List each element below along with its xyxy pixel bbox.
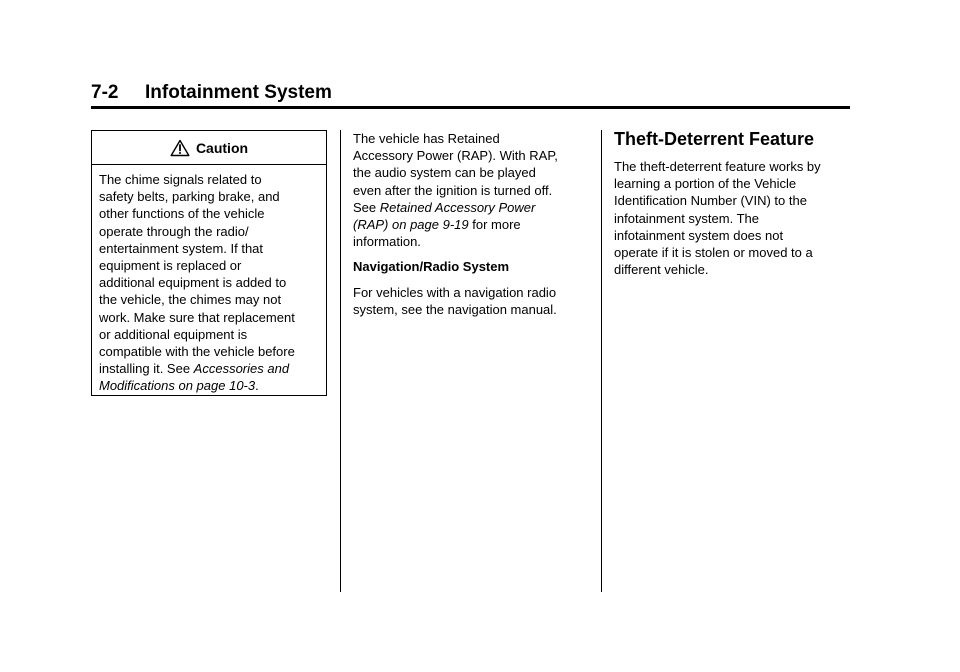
caution-line: compatible with the vehicle before bbox=[99, 344, 295, 360]
text-line: For vehicles with a navigation radio bbox=[353, 284, 557, 300]
text-line bbox=[353, 199, 589, 216]
accessories-link[interactable]: Accessories and bbox=[193, 361, 290, 377]
caution-text bbox=[92, 165, 326, 395]
see-label: See bbox=[353, 199, 380, 215]
text-line: even after the ignition is turned off. bbox=[353, 182, 553, 198]
caution-line: work. Make sure that replacement bbox=[99, 309, 295, 325]
caution-title: Caution bbox=[195, 139, 249, 156]
rap-link[interactable]: Retained Accessory Power bbox=[379, 199, 536, 215]
text-after-link: for more bbox=[468, 217, 521, 233]
caution-line: safety belts, parking brake, and bbox=[99, 189, 280, 205]
text-line: The theft-deterrent feature works by bbox=[614, 159, 821, 174]
text-line: infotainment system. The bbox=[614, 210, 759, 226]
text-line: system, see the navigation manual. bbox=[353, 301, 557, 317]
section-title: Infotainment System bbox=[145, 82, 332, 103]
caution-line bbox=[99, 360, 320, 377]
text-line: learning a portion of the Vehicle bbox=[614, 176, 797, 192]
caution-ref-lead: installing it. See bbox=[99, 361, 194, 377]
text-line: infotainment system does not bbox=[614, 227, 784, 243]
text-line bbox=[353, 216, 589, 233]
caution-line: or additional equipment is bbox=[99, 326, 248, 342]
navigation-subheading: Navigation/Radio System bbox=[353, 259, 510, 275]
caution-box bbox=[91, 130, 327, 396]
accessories-link-cont[interactable]: Modifications on page 10-3 bbox=[99, 378, 256, 394]
middle-column bbox=[353, 130, 589, 326]
rap-link-cont[interactable]: (RAP) on page 9-19 bbox=[353, 217, 469, 233]
caution-line: additional equipment is added to bbox=[99, 275, 287, 291]
rap-paragraph bbox=[353, 130, 589, 250]
theft-deterrent-heading: Theft-Deterrent Feature bbox=[614, 129, 815, 149]
caution-line: equipment is replaced or bbox=[99, 258, 242, 274]
page-header bbox=[91, 80, 850, 109]
page-number: 7-2 bbox=[91, 82, 119, 103]
text-line: Identification Number (VIN) to the bbox=[614, 193, 807, 209]
caution-ref-end: . bbox=[255, 378, 259, 394]
caution-triangle-icon bbox=[170, 139, 190, 157]
right-column bbox=[614, 128, 854, 286]
text-line: Accessory Power (RAP). With RAP, bbox=[353, 148, 558, 164]
text-line: the audio system can be played bbox=[353, 165, 536, 181]
text-line: The vehicle has Retained bbox=[353, 131, 500, 146]
column-divider bbox=[340, 130, 341, 592]
caution-line: operate through the radio/ bbox=[99, 223, 249, 239]
caution-line: The chime signals related to bbox=[99, 172, 262, 187]
text-line: operate if it is stolen or moved to a bbox=[614, 245, 813, 261]
caution-line: the vehicle, the chimes may not bbox=[99, 292, 282, 308]
caution-line bbox=[99, 377, 320, 394]
column-divider bbox=[601, 130, 602, 592]
caution-line: entertainment system. If that bbox=[99, 240, 264, 256]
text-line: different vehicle. bbox=[614, 262, 709, 278]
caution-line: other functions of the vehicle bbox=[99, 206, 265, 222]
caution-header bbox=[92, 131, 326, 165]
theft-deterrent-paragraph bbox=[614, 158, 854, 278]
navigation-paragraph bbox=[353, 284, 589, 318]
text-line: information. bbox=[353, 234, 421, 250]
